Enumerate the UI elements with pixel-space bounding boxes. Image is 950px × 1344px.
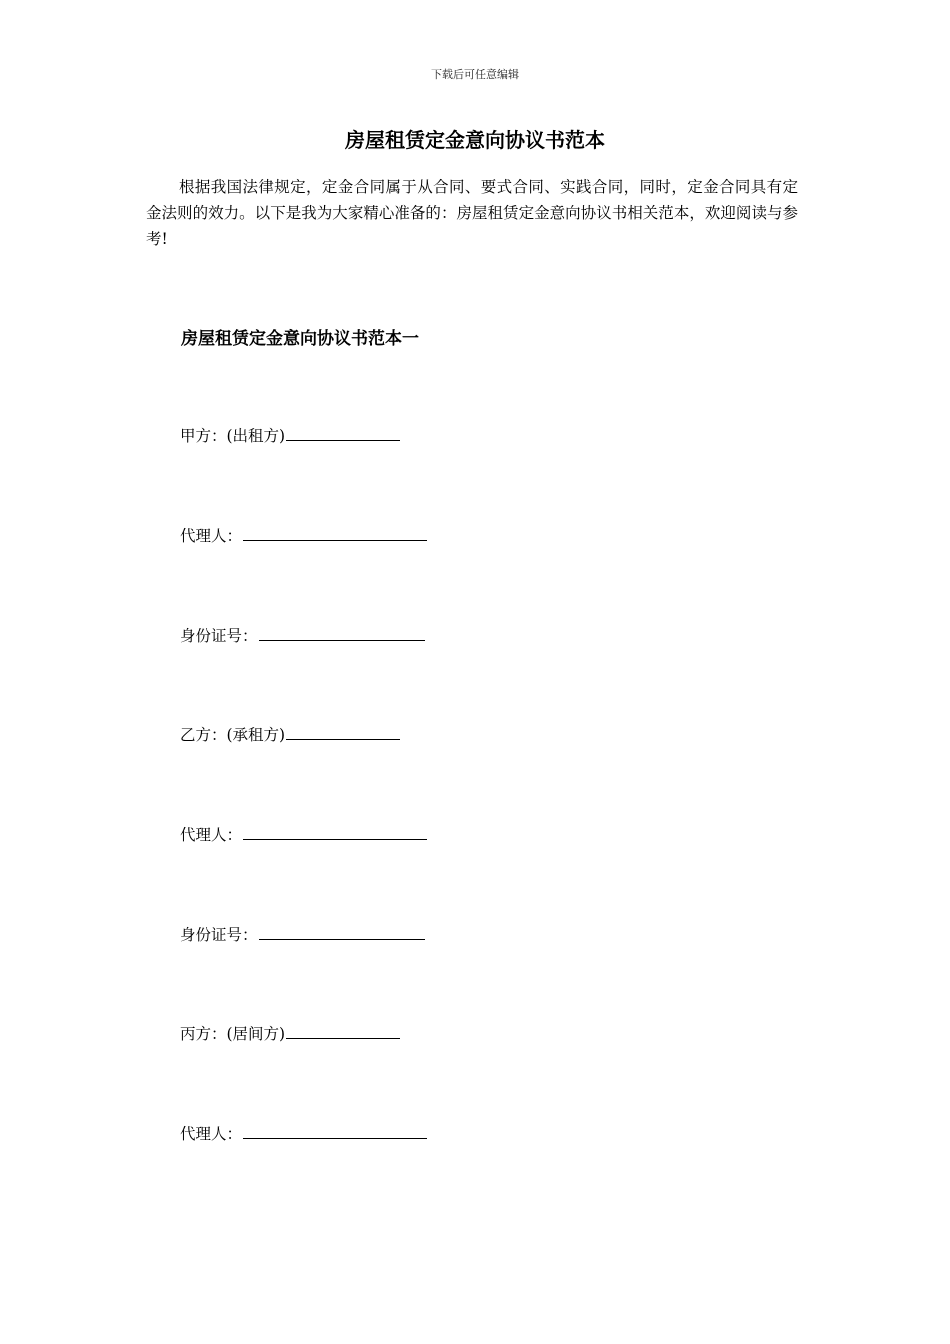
id-b-field [180, 923, 425, 945]
id-b-blank[interactable] [259, 925, 425, 940]
intro-paragraph: 根据我国法律规定，定金合同属于从合同、要式合同、实践合同，同时，定金合同具有定金法则的效力。以下是我为大家精心准备的：房屋租赁定金意向协议书相关范本，欢迎阅读与参考! [146, 178, 798, 248]
party-b-label: 乙方：(承租方) [180, 726, 286, 744]
agent-b-label: 代理人： [180, 826, 243, 844]
party-a-field [180, 424, 400, 446]
id-a-blank[interactable] [259, 626, 425, 641]
page-header-note: 下载后可任意编辑 [431, 68, 519, 81]
id-a-field [180, 624, 425, 646]
agent-a-field [180, 524, 427, 546]
agent-c-field [180, 1122, 427, 1144]
party-a-label: 甲方：(出租方) [180, 427, 286, 445]
section-title: 房屋租赁定金意向协议书范本一 [181, 329, 419, 349]
id-b-label: 身份证号： [180, 926, 258, 944]
agent-c-blank[interactable] [243, 1124, 427, 1139]
party-a-blank[interactable] [286, 426, 400, 441]
agent-c-label: 代理人： [180, 1125, 243, 1143]
party-c-blank[interactable] [286, 1024, 400, 1039]
party-c-label: 丙方：(居间方) [180, 1025, 286, 1043]
id-a-label: 身份证号： [180, 627, 258, 645]
agent-a-blank[interactable] [243, 526, 427, 541]
party-c-field [180, 1022, 400, 1044]
party-b-blank[interactable] [286, 725, 400, 740]
document-title: 房屋租赁定金意向协议书范本 [345, 128, 605, 152]
agent-b-field [180, 823, 427, 845]
agent-b-blank[interactable] [243, 825, 427, 840]
party-b-field [180, 723, 400, 745]
agent-a-label: 代理人： [180, 527, 243, 545]
